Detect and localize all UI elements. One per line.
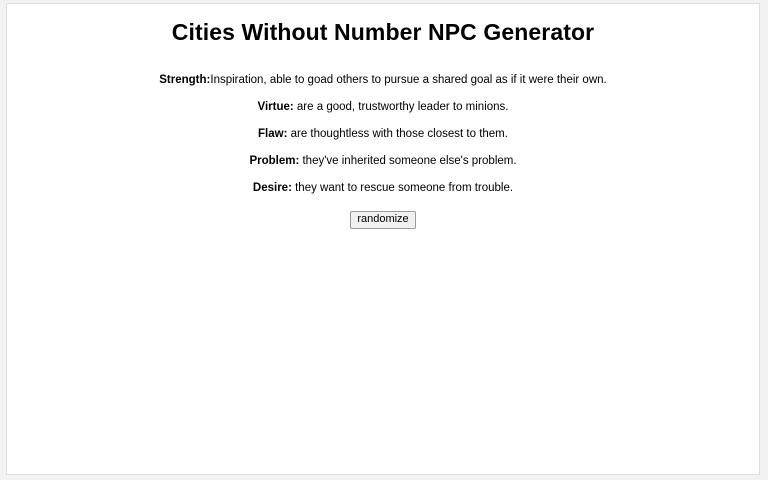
page-frame <box>6 3 760 475</box>
trait-label: Problem: <box>249 155 300 167</box>
trait-value: Inspiration, able to goad others to pursue a shared goal as if it were their own. <box>210 74 607 86</box>
trait-label: Strength: <box>159 74 211 86</box>
trait-row <box>7 154 759 168</box>
trait-value: they've inherited someone else's problem. <box>299 155 517 167</box>
trait-label: Flaw: <box>258 128 288 140</box>
trait-row <box>7 127 759 141</box>
button-row <box>7 209 759 229</box>
randomize-button[interactable]: randomize <box>350 211 415 229</box>
trait-value: they want to rescue someone from trouble. <box>291 182 514 194</box>
trait-row <box>7 73 759 87</box>
trait-label: Virtue: <box>257 101 294 113</box>
trait-row <box>7 100 759 114</box>
trait-value: are thoughtless with those closest to them. <box>287 128 508 140</box>
trait-value: are a good, trustworthy leader to minions. <box>293 101 509 113</box>
trait-row <box>7 181 759 195</box>
trait-label: Desire: <box>252 182 292 194</box>
page-title: Cities Without Number NPC Generator <box>171 19 595 45</box>
generator-content <box>7 4 759 229</box>
